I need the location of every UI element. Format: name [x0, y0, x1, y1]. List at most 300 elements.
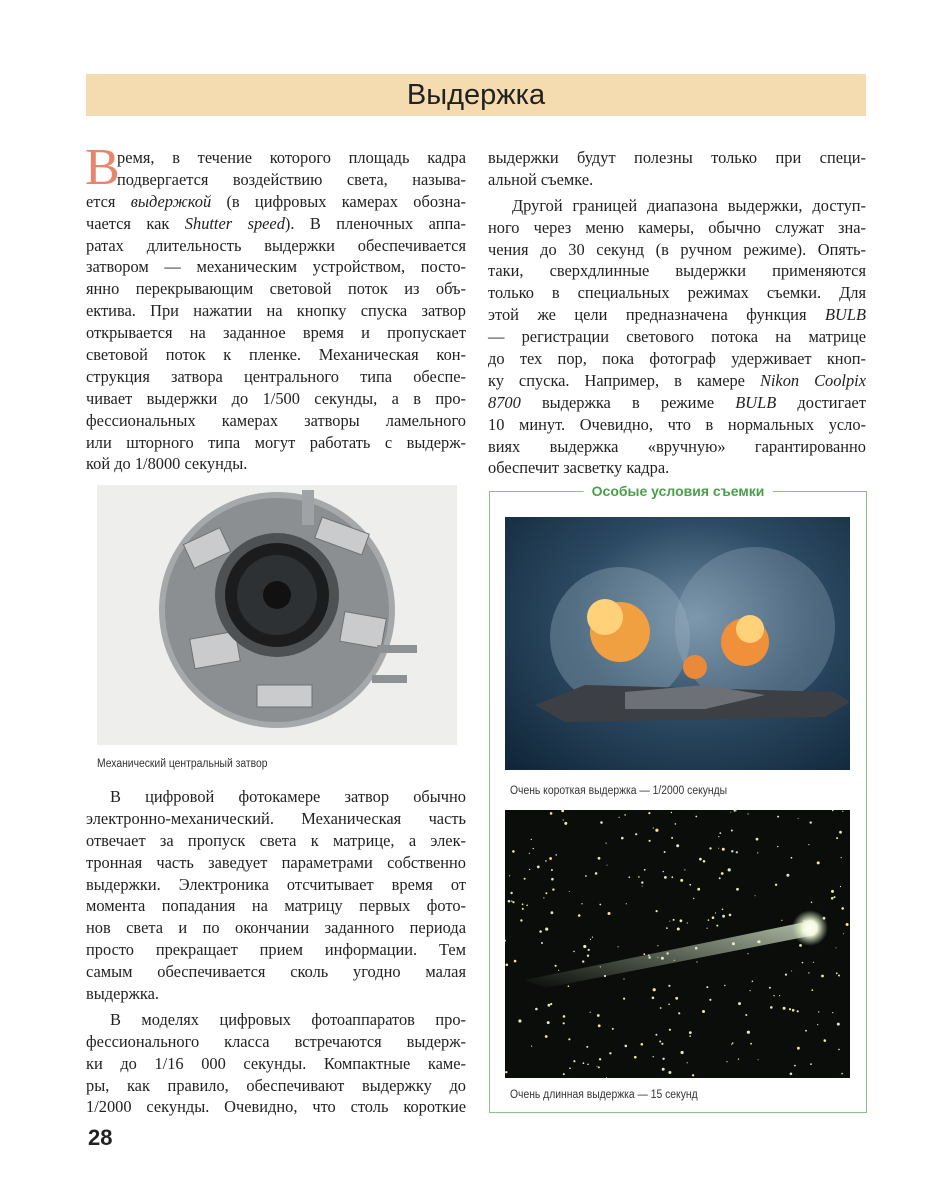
star [673, 919, 675, 921]
star [722, 848, 725, 851]
star [660, 1007, 662, 1009]
star [836, 947, 837, 948]
star [561, 810, 564, 812]
star [586, 1046, 588, 1048]
paragraph [488, 195, 866, 480]
text-line [86, 830, 466, 852]
text-run: просто прекращает прием информации. Тем [86, 940, 466, 960]
star [709, 847, 711, 849]
star [689, 1035, 691, 1037]
text-run: световой поток к пленке. Механическая кон- [86, 345, 466, 365]
text-run: В моделях цифровых фотоаппаратов про- [110, 1009, 466, 1029]
text-run: — регистрации светового потока на матрице [488, 327, 866, 347]
star [736, 851, 738, 853]
star [786, 874, 789, 877]
star [775, 884, 777, 886]
star [781, 920, 782, 921]
star [719, 832, 721, 834]
star [840, 886, 841, 887]
star [755, 895, 756, 896]
star [653, 827, 654, 828]
text-line [86, 256, 466, 278]
star [506, 964, 509, 967]
text-line [488, 239, 866, 261]
paragraph [86, 786, 466, 1005]
star [730, 812, 731, 813]
star [550, 812, 553, 815]
text-run: самым обеспечивается сколь угодно малая [86, 962, 466, 982]
left-column-top-text [85, 139, 467, 479]
star [779, 995, 780, 996]
star [668, 1004, 670, 1006]
battleship-caption: Очень короткая выдержка — 1/2000 секунды [510, 785, 728, 797]
star [790, 1073, 793, 1076]
star [625, 1045, 628, 1048]
star [664, 851, 666, 853]
star [653, 988, 656, 991]
text-line [488, 326, 866, 348]
star [643, 953, 645, 955]
star [552, 888, 554, 890]
star [709, 999, 711, 1001]
star [598, 857, 601, 860]
text-line [86, 147, 466, 169]
star [821, 975, 824, 978]
paragraph [85, 139, 467, 475]
star [836, 837, 838, 839]
star [568, 985, 570, 987]
star [846, 923, 849, 926]
text-run: выдержка в режиме [520, 392, 736, 412]
text-run: янно перекрывающим световой поток из объ- [86, 279, 466, 299]
paragraph [86, 1009, 466, 1118]
text-line [488, 370, 866, 392]
text-line [488, 457, 866, 479]
star [508, 900, 511, 903]
text-line [86, 874, 466, 896]
text-run: выдержки будут полезны только при специ- [488, 148, 866, 167]
star [595, 872, 598, 875]
text-run: 10 минут. Очевидно, что в нормальных усло- [488, 414, 866, 434]
text-line [488, 147, 866, 169]
star [810, 1063, 812, 1065]
star [612, 1028, 614, 1030]
star [663, 871, 664, 872]
text-line [488, 414, 866, 436]
star [813, 962, 814, 963]
shutter-caption: Механический центральный затвор [97, 758, 268, 770]
star [609, 1052, 611, 1054]
text-line [86, 235, 466, 257]
star [769, 987, 771, 989]
star [600, 821, 603, 824]
star [687, 922, 688, 923]
text-line [86, 961, 466, 983]
star [541, 942, 543, 944]
star [718, 836, 719, 837]
star [545, 1035, 548, 1038]
text-line [86, 917, 466, 939]
star [678, 1012, 680, 1014]
text-run: выдержки. Электроника отсчитывает время от [86, 874, 466, 894]
star [652, 997, 655, 1000]
star [805, 1030, 807, 1032]
text-line [488, 304, 866, 326]
star [551, 878, 554, 881]
star [634, 1056, 637, 1059]
star [824, 1039, 827, 1042]
text-line [488, 217, 866, 239]
star [789, 1008, 791, 1010]
text-run: или шторного типа могут работать с выдерж- [86, 432, 466, 452]
star [817, 861, 820, 864]
text-run: ки до 1/16 000 секунды. Компактные каме- [86, 1053, 466, 1073]
text-line [488, 282, 866, 304]
star [545, 928, 548, 931]
star [581, 903, 582, 904]
text-line [86, 1075, 466, 1097]
star [531, 1046, 532, 1047]
text-line [86, 213, 466, 235]
star [511, 900, 512, 901]
star [585, 875, 587, 877]
star [831, 890, 834, 893]
star [735, 810, 736, 811]
text-run: В цифровой фотокамере затвор обычно [110, 787, 466, 806]
star [718, 848, 719, 849]
star [836, 972, 838, 974]
star [689, 884, 691, 886]
text-line [86, 895, 466, 917]
star [573, 1060, 575, 1062]
italic-text: Shutter speed [184, 213, 285, 233]
star [545, 892, 547, 894]
star [770, 1006, 773, 1009]
text-line [86, 808, 466, 830]
star [668, 1071, 671, 1074]
star [669, 1029, 671, 1031]
star [642, 886, 643, 887]
star [607, 865, 608, 866]
text-run: этой же цели предназначена функция [488, 305, 826, 325]
star [555, 965, 557, 967]
star [587, 1064, 589, 1066]
star [563, 819, 564, 820]
star [666, 927, 668, 929]
text-run: Другой границей диапазона выдержки, доступ- [512, 195, 866, 215]
star [702, 1010, 705, 1013]
star [512, 850, 515, 853]
star [752, 981, 754, 983]
star [757, 852, 758, 853]
star [638, 876, 640, 878]
star [655, 1034, 657, 1036]
star [676, 844, 679, 847]
star [535, 1008, 538, 1011]
star [692, 1074, 694, 1076]
text-run: чивает выдержки до 1/500 секунды, а в про- [86, 388, 466, 408]
star [598, 1024, 601, 1027]
star [641, 881, 643, 883]
star [834, 896, 836, 898]
star [838, 975, 840, 977]
star [597, 1066, 598, 1067]
star [671, 812, 672, 813]
text-line [488, 436, 866, 458]
star [841, 907, 844, 910]
star [662, 1068, 665, 1071]
star [808, 972, 809, 973]
star [588, 949, 590, 951]
text-line [86, 344, 466, 366]
star [843, 933, 844, 934]
star [731, 1044, 732, 1045]
star [563, 1022, 565, 1024]
star [563, 1073, 565, 1075]
page-number: 28 [88, 1125, 113, 1150]
text-line [86, 388, 466, 410]
text-line [86, 786, 466, 808]
right-column-text [488, 147, 866, 483]
shutter-photo [97, 485, 457, 745]
text-run: затвором — механическим устройством, посто- [86, 257, 466, 277]
star [841, 1073, 843, 1075]
star [750, 1043, 752, 1045]
star [569, 891, 570, 892]
star [797, 1047, 800, 1050]
comet-caption: Очень длинная выдержка — 15 секунд [510, 1089, 698, 1101]
text-run: ектива. При нажатии на кнопку спуска затвор [86, 301, 466, 321]
star [661, 1043, 663, 1045]
text-run: струкция затвора центрального типа обеспе- [86, 366, 466, 386]
star [623, 998, 625, 1000]
star [681, 1051, 684, 1054]
star [545, 860, 547, 862]
star [597, 1014, 600, 1017]
star [653, 1056, 654, 1057]
star [689, 1031, 692, 1034]
text-run: ку спуска. Например, в камере [488, 370, 760, 390]
star [629, 876, 631, 878]
star [659, 1041, 661, 1043]
star [549, 857, 552, 860]
star [550, 1003, 552, 1005]
drop-cap: В [85, 139, 120, 196]
star [839, 831, 842, 834]
star [808, 844, 809, 845]
star [509, 875, 510, 876]
text-run: виях выдержка «вручную» гарантированно [488, 436, 866, 456]
star [802, 962, 804, 964]
star [724, 985, 725, 986]
star [522, 903, 524, 905]
star [648, 812, 650, 814]
star [578, 914, 581, 917]
star [619, 817, 620, 818]
star [621, 837, 624, 840]
text-line [86, 1053, 466, 1075]
text-run: до тех пор, пока фотограф удерживает кноп- [488, 349, 866, 369]
text-line [86, 322, 466, 344]
star [715, 912, 716, 913]
star [817, 1024, 818, 1025]
text-run: ры, как правило, обеспечивают выдержку до [86, 1075, 466, 1095]
title-band [86, 74, 866, 116]
italic-text: Nikon Coolpix [759, 370, 866, 390]
star [832, 1012, 833, 1013]
star [671, 837, 673, 839]
star [543, 897, 544, 898]
star [644, 869, 646, 871]
star [785, 974, 787, 976]
star [722, 915, 725, 918]
text-run: только в специальных режимах съемки. Для [488, 283, 866, 303]
text-line [488, 392, 866, 414]
star [832, 810, 834, 811]
star [838, 1049, 840, 1051]
star [669, 921, 670, 922]
italic-text: BULB [735, 392, 777, 412]
star [703, 860, 706, 863]
star [510, 892, 512, 894]
star [756, 838, 759, 841]
star [514, 960, 517, 963]
star [675, 823, 677, 825]
star [662, 1058, 664, 1060]
star [520, 919, 522, 921]
star [537, 866, 540, 869]
star [655, 829, 658, 832]
star [783, 1007, 786, 1010]
star [841, 857, 842, 858]
star [664, 876, 667, 879]
star [810, 821, 812, 823]
text-run: открывается на заданное время и пропускает [86, 323, 466, 343]
star [831, 897, 834, 900]
star [837, 1023, 840, 1026]
star [706, 986, 708, 988]
text-line [86, 410, 466, 432]
text-line [488, 169, 866, 191]
text-run: обеспечит засветку кадра. [488, 458, 670, 478]
star [582, 960, 584, 962]
text-run: 1/2000 секунды. Очевидно, что столь короткие [86, 1097, 466, 1117]
star [569, 1067, 571, 1069]
star [748, 813, 749, 814]
star [505, 1071, 507, 1073]
italic-text: 8700 [488, 392, 521, 412]
star [684, 869, 685, 870]
star [696, 961, 697, 962]
star [551, 869, 553, 871]
star [555, 854, 557, 856]
sidebox-title: Особые условия съемки [584, 482, 773, 500]
star [734, 810, 736, 812]
star [599, 1058, 601, 1060]
star [518, 1019, 521, 1022]
text-line [86, 169, 466, 191]
star [558, 970, 559, 971]
text-run: ремя, в течение которого площадь кадра [117, 148, 466, 167]
text-run: ). В пленочных аппа- [284, 213, 467, 233]
star [529, 853, 530, 854]
star [773, 995, 774, 996]
text-run: кой до 1/8000 секунды. [86, 454, 248, 474]
italic-text: выдержкой [130, 191, 212, 211]
star [726, 1061, 727, 1062]
star [798, 818, 799, 819]
star [524, 878, 526, 880]
star [842, 811, 843, 812]
star [731, 830, 733, 832]
star [568, 1038, 570, 1040]
star [675, 997, 678, 1000]
text-run: нов света и по окончании заданного периода [86, 918, 466, 938]
text-run: таки, сверхдлинные выдержки применяются [488, 261, 866, 281]
star [587, 955, 589, 957]
text-run: отвечает за пропуск света к матрице, а элек- [86, 830, 466, 850]
star [539, 930, 542, 933]
star [680, 879, 683, 882]
star [583, 1062, 585, 1064]
star [738, 1058, 739, 1059]
star [792, 1009, 795, 1012]
star [791, 971, 792, 972]
star [747, 1031, 750, 1034]
star [736, 888, 739, 891]
page-title: Выдержка [406, 79, 546, 111]
left-column-bottom-text [86, 786, 466, 1122]
text-run: момента попадания на матрицу первых фото- [86, 896, 466, 916]
text-run: ется [86, 191, 131, 211]
star [799, 944, 802, 947]
text-run: достигает [776, 392, 866, 412]
text-run: альной съемке. [488, 169, 594, 189]
text-run: подвергается воздействию света, называ- [117, 169, 466, 189]
star [598, 1066, 600, 1068]
star [731, 850, 733, 852]
italic-text: BULB [825, 305, 866, 325]
star [747, 953, 748, 954]
star [791, 857, 793, 859]
star [641, 1043, 644, 1046]
star [635, 833, 637, 835]
star [728, 868, 731, 871]
star [794, 1065, 796, 1067]
comet-photo [505, 810, 850, 1078]
text-line [86, 453, 466, 475]
text-line [86, 1031, 466, 1053]
star [732, 1042, 734, 1044]
star [716, 925, 718, 927]
star [563, 1015, 566, 1018]
star [531, 839, 532, 840]
star [590, 1012, 591, 1013]
star [777, 816, 779, 818]
star [687, 1062, 688, 1063]
star [505, 940, 506, 942]
star [722, 909, 724, 911]
star [606, 843, 607, 844]
star [526, 905, 528, 907]
star [708, 919, 710, 921]
text-run: ного через меню камеры, обычно служат зна- [488, 217, 866, 237]
star [777, 846, 778, 847]
star [606, 1077, 607, 1078]
star [533, 848, 534, 849]
text-line [86, 852, 466, 874]
battleship-photo [505, 517, 850, 770]
